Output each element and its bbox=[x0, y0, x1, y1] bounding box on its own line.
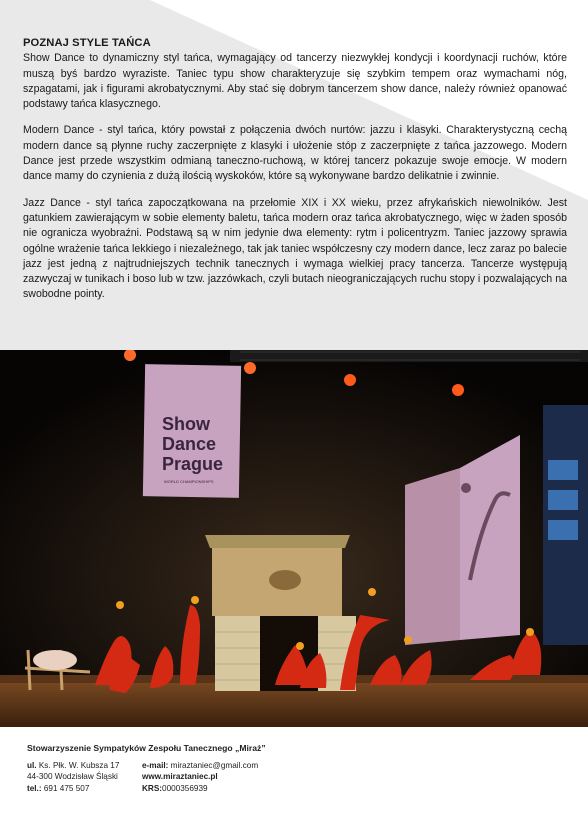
krs-number: 0000356939 bbox=[162, 783, 208, 793]
address-column bbox=[27, 760, 142, 794]
fireplace-prop bbox=[205, 535, 350, 548]
paragraph-jazz-dance: Jazz Dance - styl tańca zapoczątkowana na przełomie XIX i XX wieku, przez afrykańskich niewolników. Jest gatunkiem zawierającym w sobie elementy baletu, tańca modern oraz tańca akrobatycznego, więc w żaden sposób nie ogranicza wyobraźni. Podstawą są w nim jedynie dwa elementy: rytm i policentryzm. Taniec jazzowy sprawia ogólne wrażenie tańca lekkiego i niezależnego, tak jak taniec współczesny czy modern dance, lecz zaraz po balecie jazz jest jedną z najtrudniejszych technik tanecznych i wymaga wielkiej pracy tancerza. Tancerze występują zazwyczaj w tunikach i boso lub w tzw. jazzówkach, czyli butach nieograniczających ruchu stopy i pozwalających na swobodne pointy. bbox=[23, 196, 567, 301]
paragraph-modern-dance: Modern Dance - styl tańca, który powstał z połączenia dwóch nurtów: jazzu i klasyki. Charakterystyczną cechą modern dance są płynne ruchy zaczerpnięte z klasyki i ułożenie stóp z zaczerpnięte z tańca jazzowego. Modern Dance jest przede wszystkim odmianą taneczno-ruchową, w której tancerz pokazuje swoje emocje. W modern dance mamy do czynienia z dużą ilością wyskoków, które są wykonywane bardzo delikatnie i zwinnie. bbox=[23, 124, 567, 183]
address-line-2: 44-300 Wodzisław Śląski bbox=[27, 772, 118, 782]
email-label: e-mail: bbox=[142, 761, 169, 771]
krs-label: KRS: bbox=[142, 783, 163, 793]
phone-number: 691 475 507 bbox=[41, 783, 90, 793]
article bbox=[23, 36, 567, 314]
address-label: ul. bbox=[27, 761, 37, 771]
organization-name: Stowarzyszenie Sympatyków Zespołu Tanecznego „Miraż” bbox=[27, 743, 266, 753]
stage-light-2 bbox=[244, 362, 256, 374]
article-heading: POZNAJ STYLE TAŃCA bbox=[23, 37, 151, 49]
banner-line-3: Prague bbox=[162, 454, 224, 474]
email-link[interactable]: miraztaniec@gmail.com bbox=[168, 761, 259, 771]
banner-line-2: Dance bbox=[162, 434, 217, 454]
stage-light-4 bbox=[452, 384, 464, 396]
footer bbox=[27, 743, 567, 794]
banner-line-1: Show bbox=[162, 414, 210, 434]
contact-column bbox=[142, 760, 442, 794]
phone-label: tel.: bbox=[27, 783, 42, 793]
website-link[interactable]: www.miraztaniec.pl bbox=[142, 772, 218, 782]
stage-photo bbox=[0, 350, 588, 727]
paragraph-show-dance: Show Dance to dynamiczny styl tańca, wymagający od tancerzy niezwykłej kondycji i koordynacji ruchów, które muszą byś bardzo wyraziste. Taniec typu show charakteryzuje się szybkim tempem oraz wymachami nóg, szpagatami, jak i figurami akrobatycznymi. Aby stać się dobrym tancerzem show dance, należy również opanować podstawy tańca klasycznego. bbox=[23, 52, 567, 111]
banner-subtitle: WORLD CHAMPIONSHIPS bbox=[164, 479, 214, 484]
address-line-1: Ks. Płk. W. Kubsza 17 bbox=[36, 761, 120, 771]
stage-light-3 bbox=[344, 374, 356, 386]
